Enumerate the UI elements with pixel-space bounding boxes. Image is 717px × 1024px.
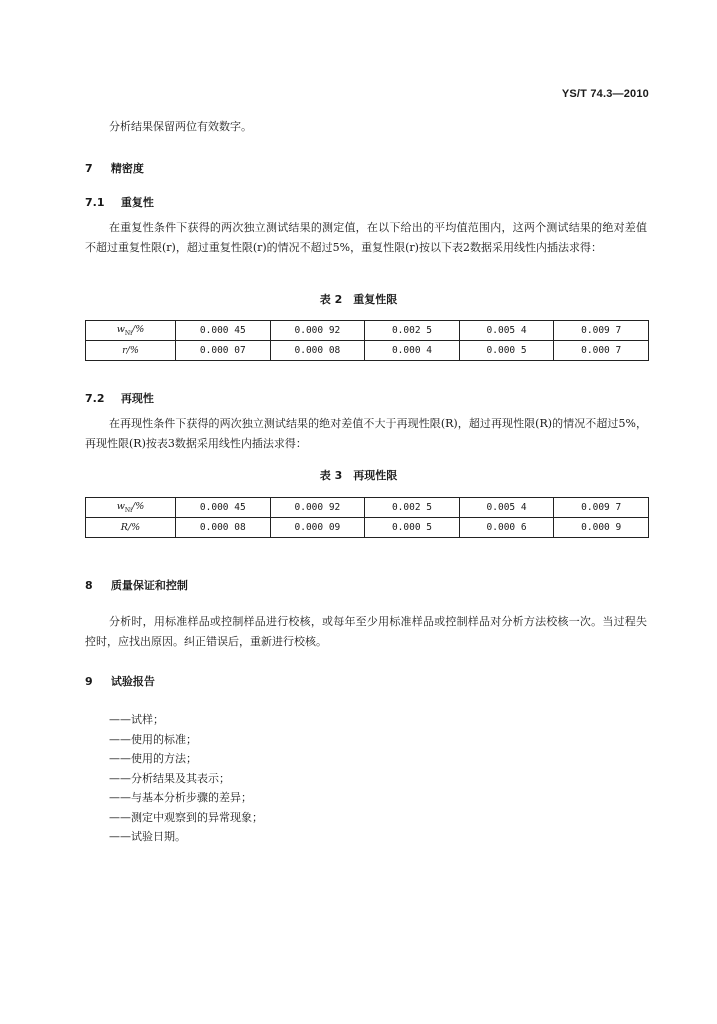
section-title: 重复性 <box>120 196 154 209</box>
table-cell: 0.000 9 <box>554 518 649 538</box>
table-cell: 0.000 4 <box>365 341 460 361</box>
table-cell: 0.000 6 <box>459 518 554 538</box>
intro-paragraph: 分析结果保留两位有效数字。 <box>109 120 252 133</box>
list-item: ——使用的标准； <box>109 732 197 746</box>
section-8-heading <box>85 577 188 593</box>
table-2-caption: 表 2 重复性限 <box>319 293 398 306</box>
table-cell: 0.000 09 <box>270 518 365 538</box>
section-title: 再现性 <box>120 392 154 405</box>
section-number: 8 <box>85 579 93 592</box>
table-cell: 0.005 4 <box>459 321 554 341</box>
table-row <box>86 498 649 518</box>
section-title: 试验报告 <box>110 675 155 688</box>
section-number: 7.1 <box>85 196 105 209</box>
list-item: ——与基本分析步骤的差异； <box>109 791 252 804</box>
list-item: ——测定中观察到的异常现象； <box>109 810 263 824</box>
table-row <box>86 321 649 341</box>
document-code: YS/T 74.3—2010 <box>561 88 649 100</box>
row-label: r/% <box>86 341 176 361</box>
table-cell: 0.009 7 <box>554 498 649 518</box>
table-cell: 0.000 45 <box>176 498 271 518</box>
table-cell: 0.000 08 <box>176 518 271 538</box>
section-title: 精密度 <box>110 162 144 175</box>
section-9-heading <box>85 673 155 689</box>
table-row <box>86 518 649 538</box>
list-item: ——试验日期。 <box>109 830 186 843</box>
table-cell: 0.000 07 <box>176 341 271 361</box>
table-row <box>86 341 649 361</box>
table-3-reproducibility <box>85 497 649 538</box>
quality-control-paragraph: 分析时，用标准样品或控制样品进行校核，或每年至少用标准样品或控制样品对分析方法校核一次。当过程失控时，应找出原因。纠正错误后，重新进行校核。 <box>85 615 647 648</box>
table-cell: 0.000 92 <box>270 321 365 341</box>
reproducibility-paragraph: 在再现性条件下获得的两次独立测试结果的绝对差值不大于再现性限(R)，超过再现性限(R)的情况不超过5%，再现性限(R)按表3数据采用线性内插法求得： <box>85 417 647 450</box>
row-label: $w_{Ni}/\%$ <box>86 498 176 518</box>
list-item: ——试样； <box>109 713 164 726</box>
table-3-caption: 表 3 再现性限 <box>319 469 398 482</box>
table-cell: 0.000 5 <box>459 341 554 361</box>
table-cell: 0.000 08 <box>270 341 365 361</box>
report-items-list <box>109 710 263 847</box>
table-cell: 0.000 7 <box>554 341 649 361</box>
table-cell: 0.000 5 <box>365 518 460 538</box>
table-cell: 0.002 5 <box>365 498 460 518</box>
table-2-repeatability <box>85 320 649 361</box>
list-item: ——分析结果及其表示； <box>109 771 230 785</box>
section-title: 质量保证和控制 <box>110 579 188 592</box>
section-7-1-heading <box>85 194 154 210</box>
section-7-2-heading <box>85 390 154 406</box>
list-item: ——使用的方法； <box>109 752 197 765</box>
table-cell: 0.005 4 <box>459 498 554 518</box>
table-cell: 0.002 5 <box>365 321 460 341</box>
row-label: R/% <box>86 518 176 538</box>
section-number: 7 <box>85 162 93 175</box>
section-7-heading <box>85 160 144 176</box>
section-number: 7.2 <box>85 392 105 405</box>
table-cell: 0.009 7 <box>554 321 649 341</box>
row-label: $w_{Ni}/\%$ <box>86 321 176 341</box>
repeatability-paragraph: 在重复性条件下获得的两次独立测试结果的测定值，在以下给出的平均值范围内，这两个测试结果的绝对差值不超过重复性限(r)，超过重复性限(r)的情况不超过5%，重复性限(r)按以下表2数据采用线性内插法求得： <box>85 221 647 254</box>
table-cell: 0.000 45 <box>176 321 271 341</box>
table-cell: 0.000 92 <box>270 498 365 518</box>
section-number: 9 <box>85 675 93 688</box>
